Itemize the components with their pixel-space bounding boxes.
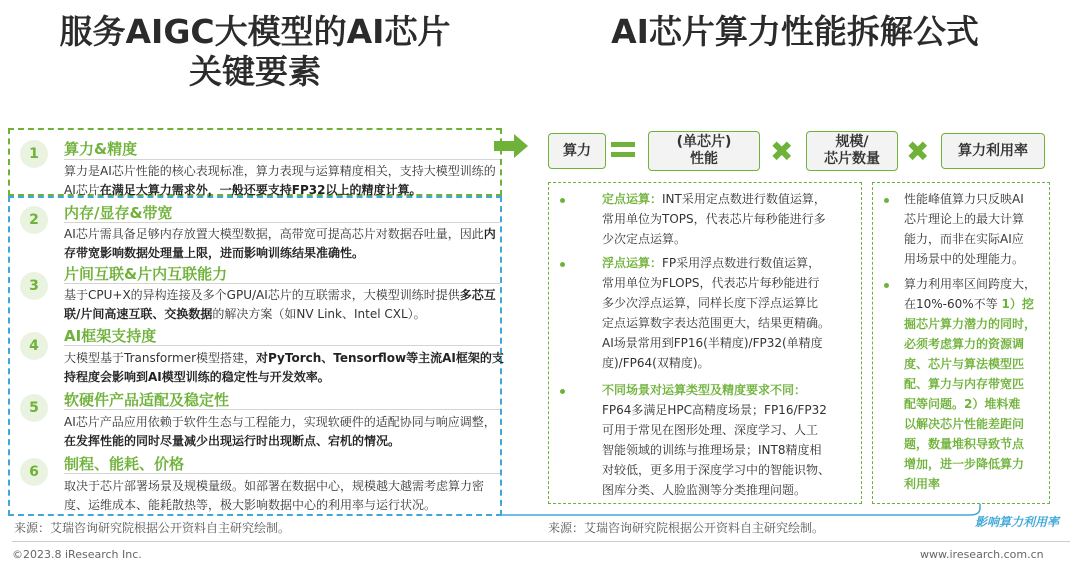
factor-item-2 — [12, 200, 500, 262]
left-title-line-2: 关键要素 — [189, 52, 321, 91]
footer-copyright: ©2023.8 iResearch Inc. — [12, 548, 142, 561]
divider — [64, 222, 500, 223]
item-description: AI芯片需具备足够内存放置大模型数据，高带宽可提高芯片对数据吞吐量，因此内存带宽影响数据处理量上限，进而影响训练结果准确性。 — [64, 227, 496, 260]
left-title-line-1: 服务AIGC大模型的AI芯片 — [59, 12, 451, 51]
source-left: 来源：艾瑞咨询研究院根据公开资料自主研究绘制。 — [14, 521, 291, 535]
item-number: 6 — [20, 458, 48, 486]
item-description: 基于CPU+X的异构连接及多个GPU/AI芯片的互联需求，大模型训练时提供多芯互联/片间高速互联、交换数据的解决方案（如NV Link、Intel CXL）。 — [64, 288, 496, 321]
item-heading: 片间互联&片内互联能力 — [64, 265, 228, 283]
impact-label: 影响算力利用率 — [975, 515, 1060, 529]
item-heading: 内存/显存&带宽 — [64, 204, 173, 222]
factor-item-6 — [12, 452, 500, 514]
multiply-icon: ✖ — [906, 135, 930, 168]
utilization-range-text: 算力利用率区间跨度大， 在10%-60%不等 1）挖 掘芯片算力潜力的同时， 必须考虑算力的资源调 度、芯片与算法模型匹 配、算力与内存带宽匹 配等问题。2）堆料难 以解决芯片性能差距问 题，数量堆积导致节点 增加，进一步降低算力 利用率 — [904, 277, 1037, 491]
item-description: AI芯片产品应用依赖于软件生态与工程能力，实现软硬件的适配协同与响应调整，在发挥性能的同时尽量减少出现运行时出现断点、宕机的情况。 — [64, 415, 496, 448]
factor-item-5 — [12, 388, 500, 450]
bullet — [560, 262, 565, 267]
fixed-point-text: 定点运算：INT采用定点数进行数值运算， 常用单位为TOPS，代表芯片每秒能进行多 少次定点运算。 — [602, 192, 826, 246]
formula-performance-box: (单芯片) 性能 — [648, 131, 760, 171]
equals-icon — [611, 138, 635, 162]
footer-divider — [12, 541, 1070, 542]
divider — [64, 159, 500, 160]
divider — [64, 473, 500, 474]
divider — [64, 409, 500, 410]
bullet — [560, 198, 565, 203]
divider — [64, 345, 500, 346]
footer-url[interactable]: www.iresearch.com.cn — [920, 548, 1044, 561]
item-number: 3 — [20, 272, 48, 300]
peak-compute-text: 性能峰值算力只反映AI 芯片理论上的最大计算 能力，而非在实际AI应 用场景中的处理能力。 — [904, 192, 1025, 266]
factor-item-3 — [12, 262, 500, 324]
divider — [64, 283, 500, 284]
bullet — [560, 389, 565, 394]
item-description: 大模型基于Transformer模型搭建，对PyTorch、Tensorflow等主流AI框架的支持程度会影响到AI模型训练的稳定性与开发效率。 — [64, 351, 504, 384]
formula-scale-box: 规模/ 芯片数量 — [806, 131, 898, 171]
floating-point-text: 浮点运算：FP采用浮点数进行数值运算， 常用单位为FLOPS，代表芯片每秒能进行 多少次浮点运算，同样长度下浮点运算比 定点运算数字表达范围更大，结果更精确。 AI场景常用到FP16(半精度)/FP32(单精度 度)/FP64(双精度)。 — [602, 256, 831, 370]
item-number: 1 — [20, 140, 48, 168]
item-heading: 算力&精度 — [64, 140, 138, 158]
right-title: AI芯片算力性能拆解公式 — [611, 12, 979, 51]
factor-item-1 — [12, 134, 500, 197]
left-title — [20, 12, 490, 92]
item-description: 取决于芯片部署场景及规模量级。如部署在数据中心，规模越大越需考虑算力密度、运维成本、能耗散热等，极大影响数据中心的利用率与运行状况。 — [64, 479, 485, 512]
formula-compute-box: 算力 — [548, 133, 606, 169]
item-number: 4 — [20, 332, 48, 360]
bullet — [884, 283, 889, 288]
item-number: 2 — [20, 206, 48, 234]
multiply-icon: ✖ — [770, 135, 794, 168]
item-number: 5 — [20, 394, 48, 422]
item-heading: 制程、能耗、价格 — [64, 455, 185, 473]
bullet — [884, 198, 889, 203]
item-heading: 软硬件产品适配及稳定性 — [64, 391, 230, 409]
formula-utilization-box: 算力利用率 — [941, 133, 1045, 169]
factor-item-4 — [12, 324, 504, 386]
item-heading: AI框架支持度 — [64, 327, 157, 345]
scenario-precision-text: 不同场景对运算类型及精度要求不同： FP64多满足HPC高精度场景；FP16/FP32 可用于常见在图形处理、深度学习、人工 智能领域的训练与推理场景；INT8精度相 对较低，更多用于深度学习中的智能识物、 图库分类、人脸监测等分类推理问题。 — [602, 383, 831, 497]
source-right: 来源：艾瑞咨询研究院根据公开资料自主研究绘制。 — [548, 521, 825, 535]
item-description: 算力是AI芯片性能的核心表现标准，算力表现与运算精度相关，支持大模型训练的AI芯片在满足大算力需求外，一般还要支持FP32以上的精度计算。 — [64, 164, 496, 197]
